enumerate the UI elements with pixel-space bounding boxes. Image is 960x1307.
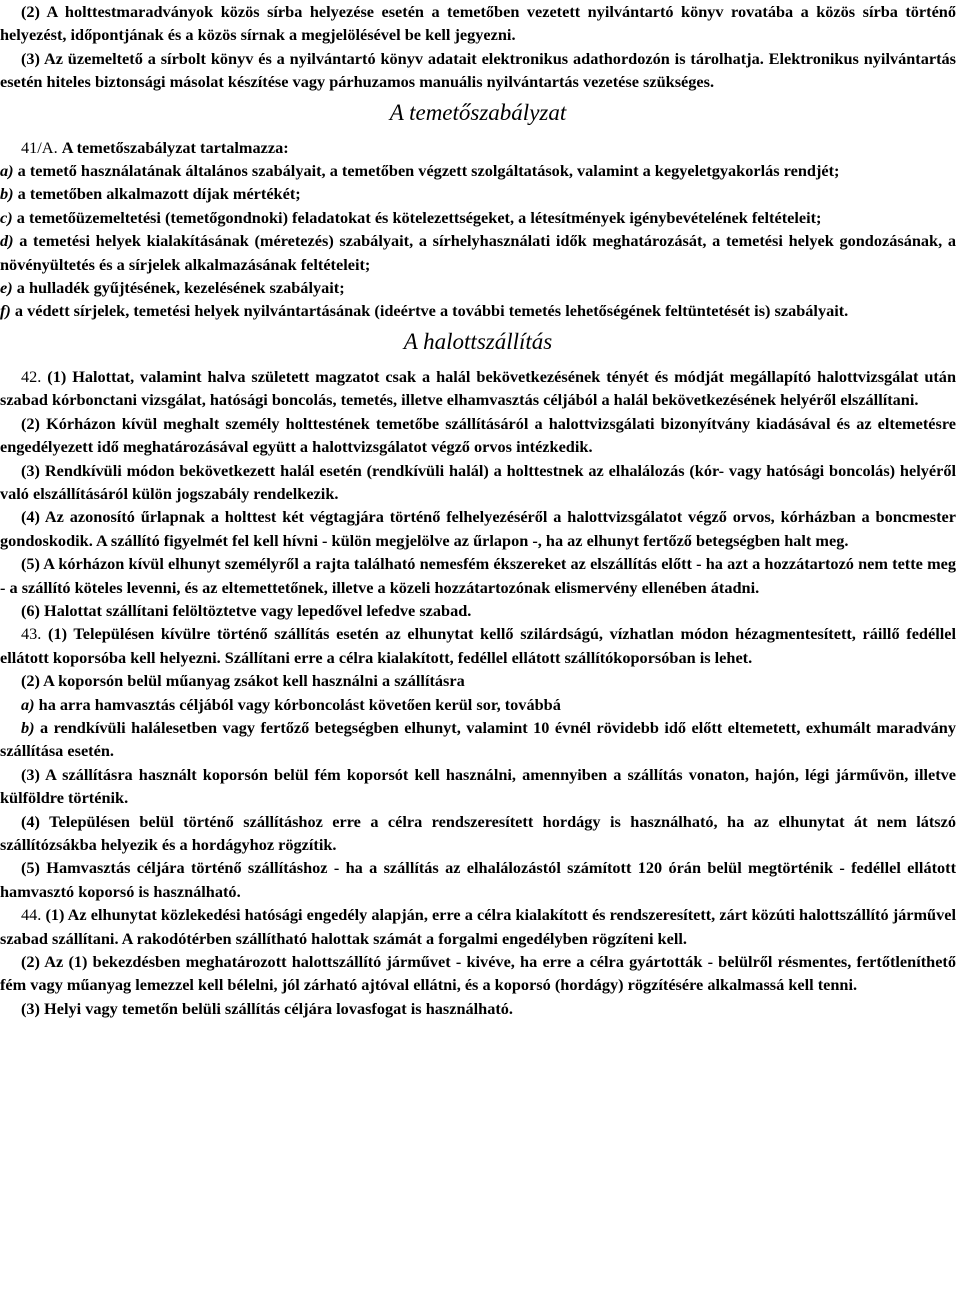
section-heading: A temetőszabályzat — [389, 99, 567, 125]
article-number: 41/A. — [21, 137, 62, 157]
list-item — [0, 276, 956, 299]
paragraph: (3) Helyi vagy temetőn belüli szállítás céljára lovasfogat is használható. — [21, 998, 514, 1018]
article-number: 43. — [21, 624, 49, 644]
article-number: 44. — [21, 905, 46, 925]
article-paragraph — [0, 903, 956, 950]
item-text: a temetési helyek kialakításának (méretezés) szabályait, a sírhelyhasználati idők meghatározását, a temetési helyek gondozásának, a növényültetés és a sírjelek alkalmazásának feltételeit; — [0, 231, 956, 274]
paragraph: (4) Az azonosító űrlapnak a holttest két végtagjára történő felhelyezéséről a halottvizsgálatot végző orvos, kórházban a boncmester gondoskodik. A szállító figyelmét fel kell hívni - külön megjelölve az űrlapon -, ha az elhunyt fertőző betegségben halt meg. — [0, 507, 956, 550]
list-item — [0, 299, 956, 322]
list-item — [0, 159, 956, 182]
paragraph: (2) A koporsón belül műanyag zsákot kell használni a szállításra — [21, 671, 465, 691]
item-letter: b) — [0, 184, 14, 204]
item-text: a temetőüzemeltetési (temetőgondnoki) feladatokat és kötelezettségeket, a létesítmények igénybevételének feltételeit; — [12, 207, 822, 227]
item-letter: d) — [0, 231, 14, 251]
paragraph: (3) Az üzemeltető a sírbolt könyv és a nyilvántartó könyv adatait elektronikus adathordozón is tárolhatja. Elektronikus nyilvántartás esetén hiteles biztonsági másolat készítése vagy párhuzamos manuális nyilvántartás vezetése szükséges. — [0, 48, 956, 92]
list-item — [0, 693, 956, 716]
paragraph: (5) A kórházon kívül elhunyt személyről a rajta található nemesfém ékszereket az elszállítás előtt - ha azt a hozzátartozó nem tette meg - a szállító köteles levenni, és az eltemettetőnek, illetve a közeli hozzátartozónak elismervény ellenében átadni. — [0, 554, 956, 597]
paragraph-text: (1) Településen kívülre történő szállítás esetén az elhunytat kellő szilárdságú, vízhatlan módon hézagmentesített, ráillő fedéllel ellátott koporsóba kell helyezni. Szállítani erre a célra kialakított, fedéllel ellátott szállítókoporsóban is lehet. — [0, 624, 956, 667]
article-paragraph — [0, 365, 956, 412]
paragraph: (3) Rendkívüli módon bekövetkezett halál esetén (rendkívüli halál) a holttestnek az elhalálozás (kór- vagy hatósági boncolás) helyéről való elszállításáról külön jogszabály rendelkezik. — [0, 460, 956, 503]
paragraph: (4) Településen belül történő szállításhoz erre a célra rendszeresített hordágy is használható, ha az elhunytat át nem látszó szállítózsákba helyezik és a hordágyhoz rögzítik. — [0, 811, 956, 854]
item-letter: e) — [0, 278, 13, 298]
paragraph-text: (1) Az elhunytat közlekedési hatósági engedély alapján, erre a célra kialakított és rendszeresített, zárt közúti halottszállító járművel szabad szállítani. A rakodótérben szállítható halottak számát a forgalmi engedélyben rögzíteni kell. — [0, 905, 956, 948]
paragraph: (3) A szállításra használt koporsón belül fém koporsót kell használni, amennyiben a szállítás vonaton, hajón, légi járművön, illetve külföldre történik. — [0, 764, 956, 808]
paragraph: (5) Hamvasztás céljára történő szállításhoz - ha a szállítás az elhalálozástól számított 120 órán belül megtörténik - fedéllel ellátott hamvasztó koporsó is használható. — [0, 858, 956, 901]
article-heading — [0, 136, 956, 159]
list-item — [0, 229, 956, 276]
item-letter: b) — [21, 717, 35, 737]
item-text: a hulladék gyűjtésének, kezelésének szabályait; — [12, 278, 345, 298]
item-letter: a) — [0, 161, 14, 181]
paragraph: (6) Halottat szállítani felöltöztetve vagy lepedővel lefedve szabad. — [21, 600, 472, 620]
item-text: a temető használatának általános szabályait, a temetőben végzett szolgáltatások, valamint a kegyeletgyakorlás rendjét; — [13, 161, 840, 181]
item-text: a temetőben alkalmazott díjak mértékét; — [13, 184, 301, 204]
section-heading: A halottszállítás — [403, 328, 553, 354]
list-item — [0, 716, 956, 763]
item-letter: c) — [0, 207, 13, 227]
paragraph: (2) Kórházon kívül meghalt személy holttestének temetőbe szállításáról a halottvizsgálati bizonyítvány kiadásával és az eltemetésre engedélyezett idő meghatározásával együtt a halottvizsgálatot végző orvos intézkedik. — [0, 413, 956, 457]
item-text: a védett sírjelek, temetési helyek nyilvántartásának (ideértve a további temetés lehetőségének feltüntetését is) szabályait. — [10, 301, 849, 321]
item-text: a rendkívüli halálesetben vagy fertőző betegségben elhunyt, valamint 10 évnél rövidebb idő előtt eltemetett, exhumált maradvány szállítása esetén. — [0, 717, 956, 761]
list-item — [0, 206, 956, 229]
paragraph-text: (1) Halottat, valamint halva született magzatot csak a halál bekövetkezésének tényét és módját megállapító halottvizsgálat után szabad kórbonctani vizsgálat, hatósági boncolás, temetés, illetve elhamvasztás céljából a halál bekövetkezésének helyéről elszállítani. — [0, 366, 957, 410]
list-item — [0, 182, 956, 205]
item-letter: f) — [0, 301, 11, 321]
article-paragraph — [0, 622, 956, 669]
item-text: ha arra hamvasztás céljából vagy kórboncolást követően kerül sor, továbbá — [34, 694, 561, 714]
paragraph: (2) A holttestmaradványok közös sírba helyezése esetén a temetőben vezetett nyilvántartó könyv rovatába a közös sírba történő helyezést, időpontjának és a közös sírnak a megjelölésével be kell jegyezni. — [0, 2, 956, 45]
article-number: 42. — [21, 366, 48, 386]
paragraph: (2) Az (1) bekezdésben meghatározott halottszállító járművet - kivéve, ha erre a célra gyártották - belülről résmentes, fertőtleníthető fém vagy műanyag lemezzel kell bélelni, jól zárható ajtóval ellátni, és a koporsó (hordágy) rögzítésére alkalmassá kell tenni. — [0, 952, 956, 995]
item-letter: a) — [21, 694, 35, 714]
article-intro: A temetőszabályzat tartalmazza: — [61, 137, 289, 157]
